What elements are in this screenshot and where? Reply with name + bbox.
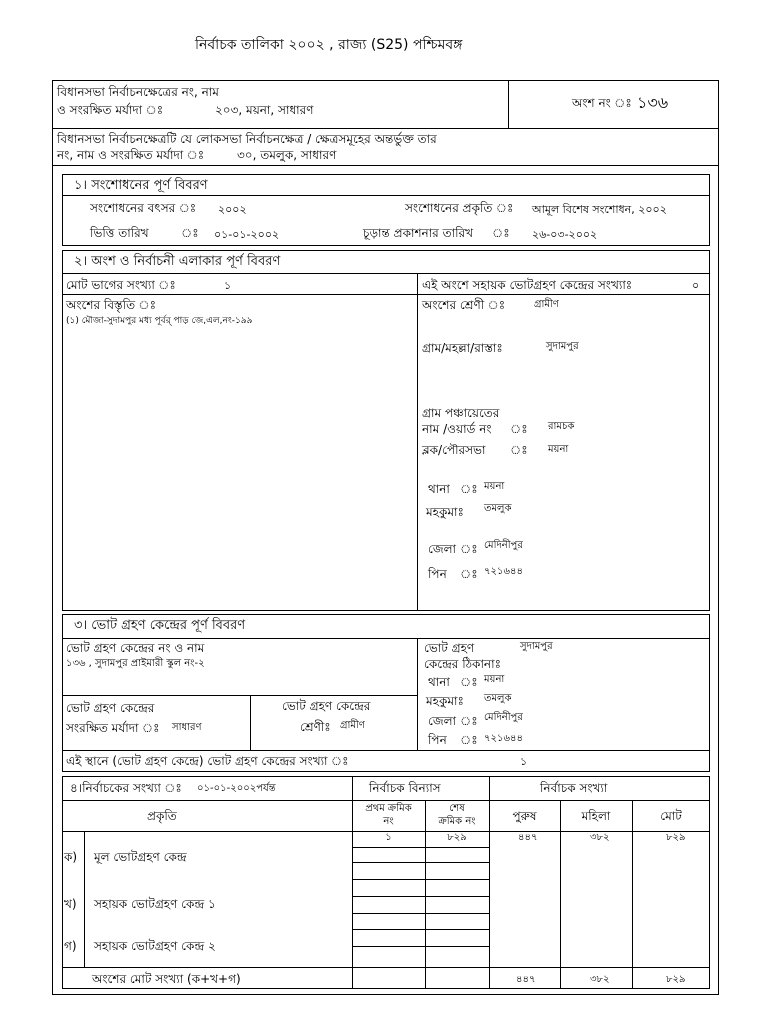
grand-total-male: ৪৪৭ — [516, 974, 536, 985]
police-station-colon: ঃ — [460, 482, 478, 496]
polling-station-value: ১৩৬ , সুদামপুর প্রাইমারী স্কুল নং-২ — [66, 658, 205, 669]
base-date-value: ০১-০১-২০০২ — [214, 228, 280, 241]
grand-total-total: ৮২৯ — [666, 974, 686, 985]
block-label: ব্লক/পৌরসভা — [422, 443, 486, 457]
last-serial-header: ক্রমিক নং — [438, 816, 476, 827]
divider — [508, 80, 509, 128]
pin-label: পিন — [428, 567, 447, 581]
reservation-label: ভোট গ্রহণ কেন্দ্রের — [66, 701, 155, 715]
male-header: পুরুষ — [512, 809, 537, 823]
grand-total-female: ৩৮২ — [590, 974, 610, 985]
extent-value: (১) মৌজা-সুদামপুর মধ্য পূর্বর্ পাড় জে,এল,নং-১৯৯ — [66, 316, 253, 326]
reservation-value: সাধারণ — [172, 722, 202, 733]
polling-station-label: ভোট গ্রহণ কেন্দ্রের নং ও নাম — [66, 641, 205, 655]
total-header: মোট — [660, 809, 682, 823]
district-colon: ঃ — [460, 542, 478, 556]
grid-line — [352, 913, 489, 914]
lok-sabha-value: ৩০, তমলুক, সাধারণ — [237, 148, 337, 162]
polling-pin-value: ৭২১৬৪৪ — [484, 733, 523, 744]
row-label: সহায়ক ভোটগ্রহণ কেন্দ্র ১ — [94, 897, 216, 911]
first-serial-header: নং — [383, 816, 394, 827]
polling-thana-colon: ঃ — [460, 675, 478, 689]
electors-count-date: ০১-০১-২০০২পর্যন্ত — [197, 783, 276, 794]
total-sections-label: মোট ভাগের সংখ্যা ঃ — [66, 278, 176, 292]
female-header: মহিলা — [581, 809, 611, 823]
elector-distribution-header: নির্বাচক বিন্যাস — [369, 781, 441, 795]
nature-header: প্রকৃতি — [147, 809, 177, 823]
lok-sabha-label: বিধানসভা নির্বাচনক্ষেত্রটি যে লোকসভা নির্বাচনক্ষেত্র / ক্ষেত্রসমূহের অন্তর্ভুক্ত তার — [57, 132, 437, 146]
stations-count-label: এই স্থানে (ভোট গ্রহণ কেন্দ্রে) ভোট গ্রহণ কেন্দ্রের সংখ্যা ঃ — [66, 754, 349, 768]
row-label: সহায়ক ভোটগ্রহণ কেন্দ্র ২ — [94, 939, 216, 953]
grid-line — [352, 929, 489, 930]
revision-type-value: আমূল বিশেষ সংশোধন, ২০০২ — [532, 203, 667, 216]
district-label: জেলা — [428, 542, 457, 556]
grid-line — [352, 847, 489, 848]
subdivision-value: তমলুক — [484, 503, 512, 514]
block-colon: ঃ — [510, 443, 528, 457]
grid-line — [352, 862, 489, 863]
grid-line — [352, 896, 489, 897]
polling-subdivision-label: মহকুমাঃ — [426, 694, 464, 708]
polling-subdivision-value: তমলুক — [484, 693, 512, 704]
first-serial-header: প্রথম ক্রমিক — [365, 803, 412, 814]
district-value: মেদিনীপুর — [484, 540, 523, 551]
final-publication-colon: ঃ — [492, 226, 510, 240]
divider — [425, 800, 426, 989]
address-label: ভোট গ্রহণ — [424, 641, 475, 655]
polling-district-value: মেদিনীপুর — [484, 712, 523, 723]
block-value: ময়না — [548, 444, 569, 455]
gram-panchayat-colon: ঃ — [510, 422, 528, 436]
row-label: মূল ভোটগ্রহণ কেন্দ্র — [94, 850, 187, 864]
polling-district-label: জেলা — [428, 714, 457, 728]
last-serial-header: শেষ — [449, 803, 465, 814]
base-date-colon: ঃ — [181, 226, 199, 240]
row-total: ৮২৯ — [666, 832, 686, 843]
row-key: ক) — [64, 850, 78, 864]
address-value: সুদামপুর — [520, 641, 553, 652]
assembly-label: বিধানসভা নির্বাচনক্ষেত্রের নং, নাম — [57, 85, 219, 99]
grid-line — [352, 946, 489, 947]
divider — [250, 695, 251, 750]
total-sections-value: ১ — [224, 279, 232, 292]
aux-centres-label: এই অংশে সহায়ক ভোটগ্রহণ কেন্দ্রের সংখ্যাঃ — [422, 278, 633, 292]
divider — [632, 800, 633, 989]
row-key: গ) — [64, 939, 77, 953]
police-station-label: থানা — [428, 482, 450, 496]
divider — [417, 273, 418, 611]
aux-centres-value: ০ — [692, 279, 700, 292]
polling-thana-value: ময়না — [484, 674, 505, 685]
polling-pin-label: পিন — [428, 733, 447, 747]
divider — [560, 800, 561, 989]
lok-sabha-label: নং, নাম ও সংরক্ষিত মর্যাদা ঃ — [57, 148, 205, 162]
grid-line — [352, 879, 489, 880]
part-category-value: গ্রামীণ — [534, 299, 559, 310]
divider — [62, 695, 417, 696]
divider — [84, 831, 85, 967]
section-3-title: ৩। ভোট গ্রহণ কেন্দ্রের পূর্ণ বিবরণ — [74, 618, 246, 633]
revision-year-label: সংশোধনের বৎসর ঃ — [90, 201, 197, 215]
divider — [62, 800, 710, 801]
row-first-serial: ১ — [385, 832, 392, 843]
part-category-label: অংশের শ্রেণী ঃ — [422, 298, 506, 312]
divider — [62, 273, 710, 274]
extent-label: অংশের বিস্তৃতি ঃ — [66, 298, 157, 312]
reservation-label: সংরক্ষিত মর্যাদা ঃ — [66, 721, 160, 735]
polling-district-colon: ঃ — [460, 714, 478, 728]
row-key: খ) — [64, 897, 77, 911]
police-station-value: ময়না — [484, 481, 505, 492]
pin-colon: ঃ — [460, 567, 478, 581]
grand-total-label: অংশের মোট সংখ্যা (ক+খ+গ) — [92, 972, 241, 986]
village-label: গ্রাম/মহল্লা/রাস্তাঃ — [422, 341, 503, 355]
divider — [417, 638, 418, 750]
part-number-label: অংশ নং ঃ — [572, 96, 632, 110]
station-category-label: ভোট গ্রহণ কেন্দ্রের — [282, 699, 371, 713]
divider — [62, 750, 710, 751]
station-category-value: গ্রামীণ — [340, 720, 365, 731]
final-publication-label: চূড়ান্ত প্রকাশনার তারিখ — [363, 226, 473, 240]
revision-year-value: ২০০২ — [218, 203, 247, 216]
assembly-value: ২০৩, ময়না, সাধারণ — [215, 103, 314, 117]
station-category-label: শ্রেণীঃ — [300, 720, 331, 734]
subdivision-label: মহকুমাঃ — [426, 505, 464, 519]
elector-count-header: নির্বাচক সংখ্যা — [540, 781, 608, 795]
row-female: ৩৮২ — [590, 832, 610, 843]
base-date-label: ভিত্তি তারিখ — [90, 226, 149, 240]
divider — [62, 638, 710, 639]
village-value: সুদামপুর — [546, 341, 579, 352]
gram-panchayat-value: রামচক — [548, 421, 575, 432]
divider — [62, 294, 710, 295]
polling-pin-colon: ঃ — [460, 733, 478, 747]
divider — [52, 128, 719, 129]
gram-panchayat-label: নাম /ওয়ার্ড নং — [422, 422, 492, 436]
row-male: ৪৪৭ — [518, 832, 538, 843]
divider — [489, 776, 490, 989]
row-last-serial: ৮২৯ — [447, 832, 467, 843]
assembly-label: ও সংরক্ষিত মর্যাদা ঃ — [57, 103, 164, 117]
section-1-title: ১। সংশোধনের পূর্ণ বিবরণ — [74, 178, 208, 193]
section-2-title: ২। অংশ ও নির্বাচনী এলাকার পূর্ণ বিবরণ — [74, 254, 281, 269]
divider — [62, 195, 710, 196]
electors-count-label: ৪।নির্বাচকের সংখ্যা ঃ — [70, 781, 182, 795]
polling-thana-label: থানা — [428, 675, 450, 689]
page-title: নির্বাচক তালিকা ২০০২ , রাজ্য (S25) পশ্চিমবঙ্গ — [195, 37, 463, 53]
divider — [62, 967, 710, 968]
part-number-value: ১৩৬ — [637, 93, 669, 112]
stations-count-value: ১ — [520, 755, 528, 768]
final-publication-value: ২৬-০৩-২০০২ — [532, 228, 598, 241]
address-label: কেন্দ্রের ঠিকানাঃ — [424, 657, 501, 671]
pin-value: ৭২১৬৪৪ — [484, 566, 523, 577]
revision-type-label: সংশোধনের প্রকৃতি ঃ — [405, 201, 514, 215]
section-2-box — [62, 250, 710, 611]
gram-panchayat-label: গ্রাম পঞ্চায়েতের — [422, 406, 500, 420]
